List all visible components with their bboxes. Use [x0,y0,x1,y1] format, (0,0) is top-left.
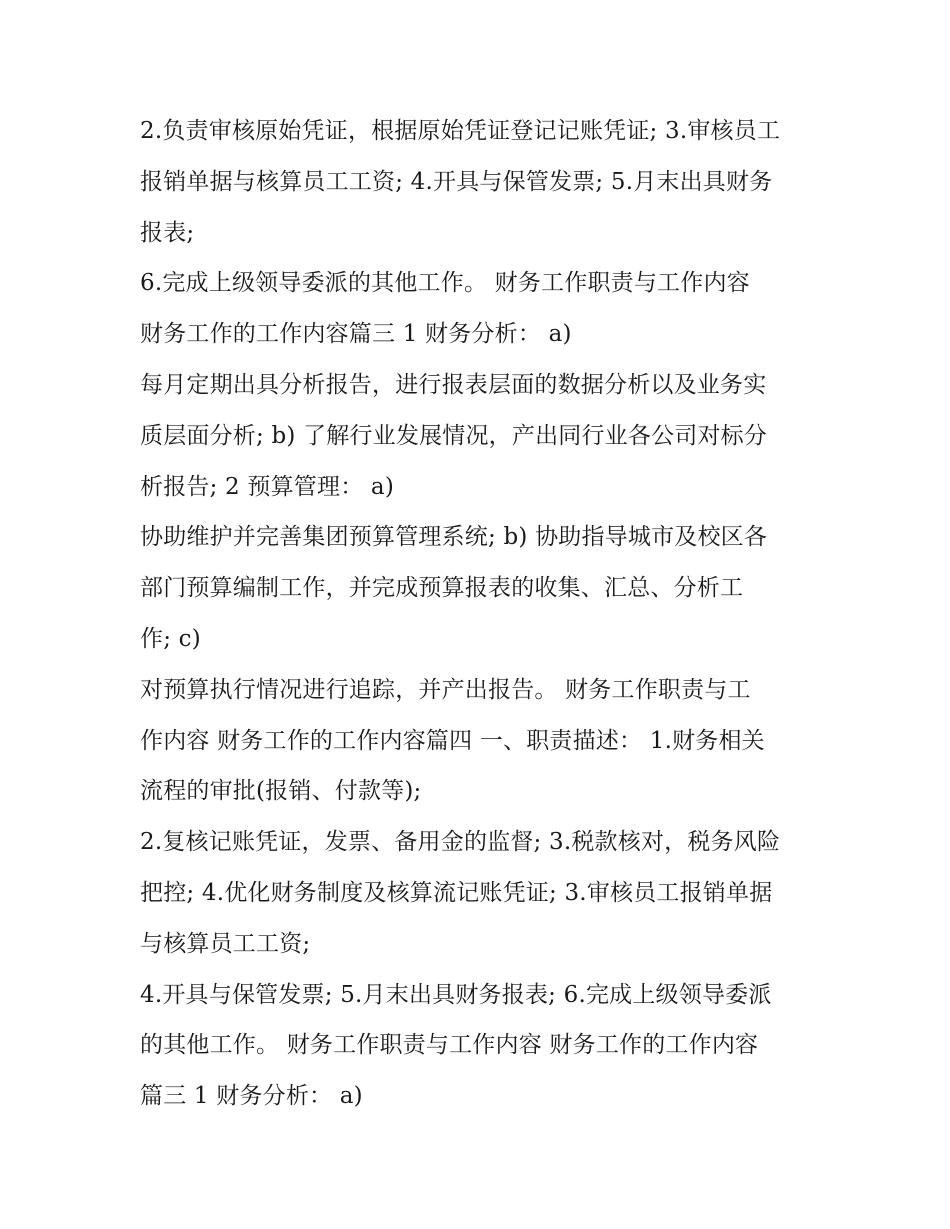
text-line: 4.开具与保管发票; 5.月末出具财务报表; 6.完成上级领导委派 [140,981,772,1008]
text-line: 6.完成上级领导委派的其他工作。 财务工作职责与工作内容 [140,270,750,297]
text-line: 篇三 1 财务分析： a) [140,1083,363,1110]
text-line: 的其他工作。 财务工作职责与工作内容 财务工作的工作内容 [140,1032,759,1059]
text-line: 2.负责审核原始凭证，根据原始凭证登记记账凭证; 3.审核员工 [140,118,781,144]
document-body [140,106,830,1122]
text-line: 每月定期出具分析报告，进行报表层面的数据分析以及业务实 [140,371,767,398]
text-line: 质层面分析; b) 了解行业发展情况，产出同行业各公司对标分 [140,422,768,449]
text-line: 报表; [140,219,195,246]
text-line: 与核算员工工资; [140,930,311,957]
text-line: 作; c) [140,625,201,652]
text-line: 部门预算编制工作，并完成预算报表的收集、汇总、分析工 [140,575,744,602]
text-line: 把控; 4.优化财务制度及核算流记账凭证; 3.审核员工报销单据 [140,879,773,906]
text-line: 财务工作的工作内容篇三 1 财务分析： a) [140,321,572,348]
text-line: 报销单据与核算员工工资; 4.开具与保管发票; 5.月末出具财务 [140,168,773,195]
text-line: 流程的审批(报销、付款等); [140,778,422,805]
text-line: 作内容 财务工作的工作内容篇四 一、职责描述： 1.财务相关 [140,727,765,754]
text-line: 析报告; 2 预算管理： a) [140,473,395,500]
text-line: 协助维护并完善集团预算管理系统; b) 协助指导城市及校区各 [140,524,768,551]
text-line: 对预算执行情况进行追踪，并产出报告。 财务工作职责与工 [140,676,751,703]
text-line: 2.复核记账凭证，发票、备用金的监督; 3.税款核对，税务风险 [140,829,781,856]
